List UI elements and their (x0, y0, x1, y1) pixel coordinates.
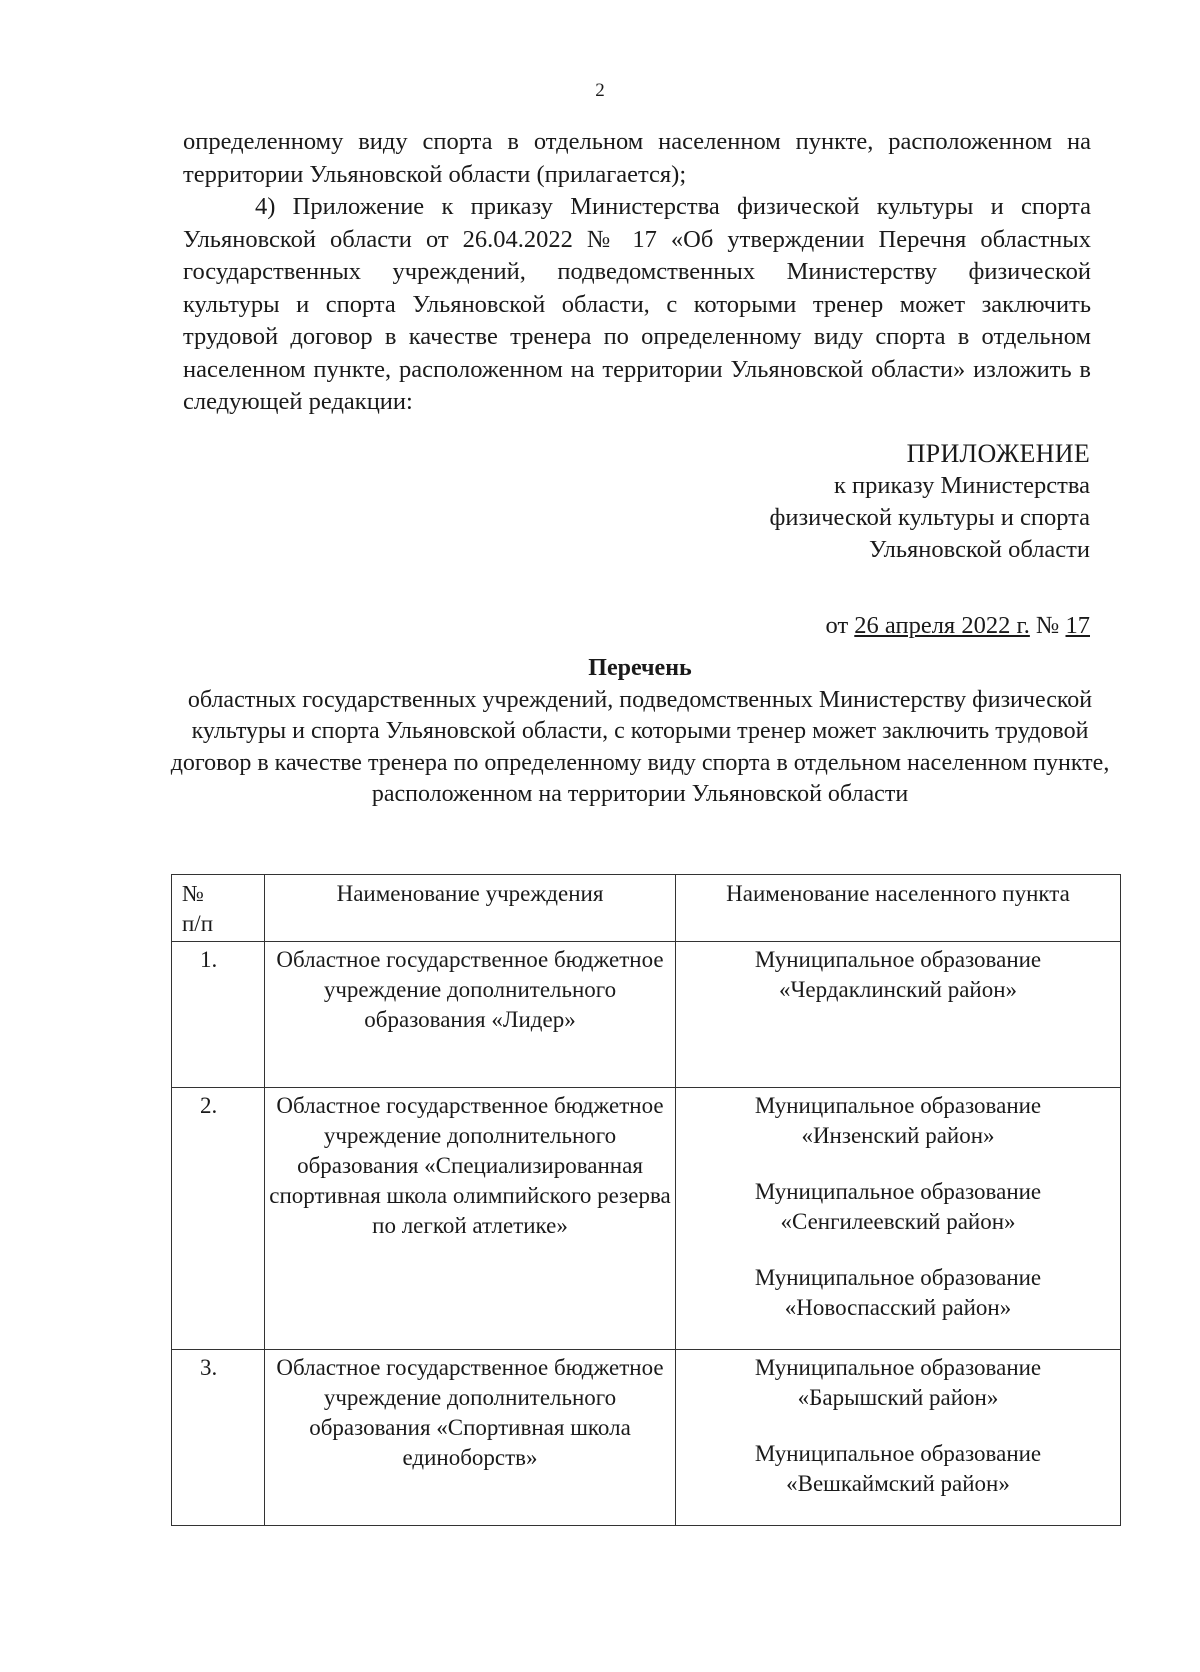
row-localities (676, 1088, 1121, 1350)
locality-type: Муниципальное образование (754, 1265, 1042, 1290)
locality-name: «Новоспасский район» (784, 1295, 1012, 1320)
appendix-date: 26 апреля 2022 г. (854, 612, 1030, 639)
locality-name: «Вешкаймский район» (786, 1471, 1010, 1496)
title-subtitle: областных государственных учреждений, подведомственных Министерству физической культуры и спорта Ульяновской области, с которыми тренер может заключить трудовой договор в качестве тренера по определенному виду спорта в отдельном населенном пункте, расположенном на территории Ульяновской области (170, 686, 1110, 807)
header-locality: Наименование населенного пункта (676, 875, 1121, 942)
table-header-row (172, 875, 1121, 942)
row-number: 3. (172, 1350, 265, 1526)
locality-item (676, 1177, 1120, 1237)
locality-name: «Чердаклинский район» (778, 977, 1018, 1002)
appendix-heading: ПРИЛОЖЕНИЕ (906, 439, 1090, 468)
locality-type: Муниципальное образование (754, 1179, 1042, 1204)
row-localities (676, 942, 1121, 1088)
body-text (183, 126, 1091, 419)
locality-type: Муниципальное образование (754, 1355, 1042, 1380)
title-heading: Перечень (588, 655, 692, 681)
locality-type: Муниципальное образование (754, 1441, 1042, 1466)
appendix-line-1: к приказу Министерства (834, 472, 1090, 499)
table-row (172, 1350, 1121, 1526)
locality-type: Муниципальное образование (754, 947, 1042, 972)
table-row (172, 1088, 1121, 1350)
date-prefix: от (825, 612, 849, 639)
document-title (160, 653, 1120, 811)
locality-item (676, 1263, 1120, 1323)
locality-item (676, 945, 1120, 1005)
row-institution: Областное государственное бюджетное учреждение дополнительного образования «Специализированная спортивная школа олимпийского резерва по легкой атлетике» (265, 1088, 676, 1350)
locality-name: «Сенгилеевский район» (780, 1209, 1016, 1234)
appendix-date-line (769, 610, 1090, 642)
number-sign: № (1035, 612, 1060, 639)
header-num-line-1: № (182, 881, 204, 906)
locality-item (676, 1353, 1120, 1413)
header-num (172, 875, 265, 942)
paragraph-item-4: 4) Приложение к приказу Министерства физической культуры и спорта Ульяновской области от 26.04.2022 № 17 «Об утверждении Перечня областных государственных учреждений, подведомственных Министерству физической культуры и спорта Ульяновской области, с которыми тренер может заключить трудовой договор в качестве тренера по определенному виду спорта в отдельном населенном пункте, расположенном на территории Ульяновской области» изложить в следующей редакции: (183, 193, 1091, 415)
appendix-number: 17 (1065, 612, 1090, 639)
locality-name: «Барышский район» (797, 1385, 999, 1410)
locality-item (676, 1439, 1120, 1499)
appendix-header (769, 438, 1090, 642)
row-institution: Областное государственное бюджетное учреждение дополнительного образования «Лидер» (265, 942, 676, 1088)
paragraph-continuation: определенному виду спорта в отдельном населенном пункте, расположенном на территории Ульяновской области (прилагается); (183, 128, 1091, 188)
appendix-line-2: физической культуры и спорта (769, 504, 1090, 531)
institutions-table (171, 874, 1121, 1526)
table-row (172, 942, 1121, 1088)
header-institution: Наименование учреждения (265, 875, 676, 942)
locality-name: «Инзенский район» (801, 1123, 995, 1148)
page-number: 2 (595, 80, 605, 101)
row-number: 2. (172, 1088, 265, 1350)
locality-item (676, 1091, 1120, 1151)
locality-type: Муниципальное образование (754, 1093, 1042, 1118)
row-institution: Областное государственное бюджетное учреждение дополнительного образования «Спортивная школа единоборств» (265, 1350, 676, 1526)
appendix-line-3: Ульяновской области (869, 536, 1090, 563)
row-localities (676, 1350, 1121, 1526)
header-num-line-2: п/п (182, 911, 214, 936)
row-number: 1. (172, 942, 265, 1088)
